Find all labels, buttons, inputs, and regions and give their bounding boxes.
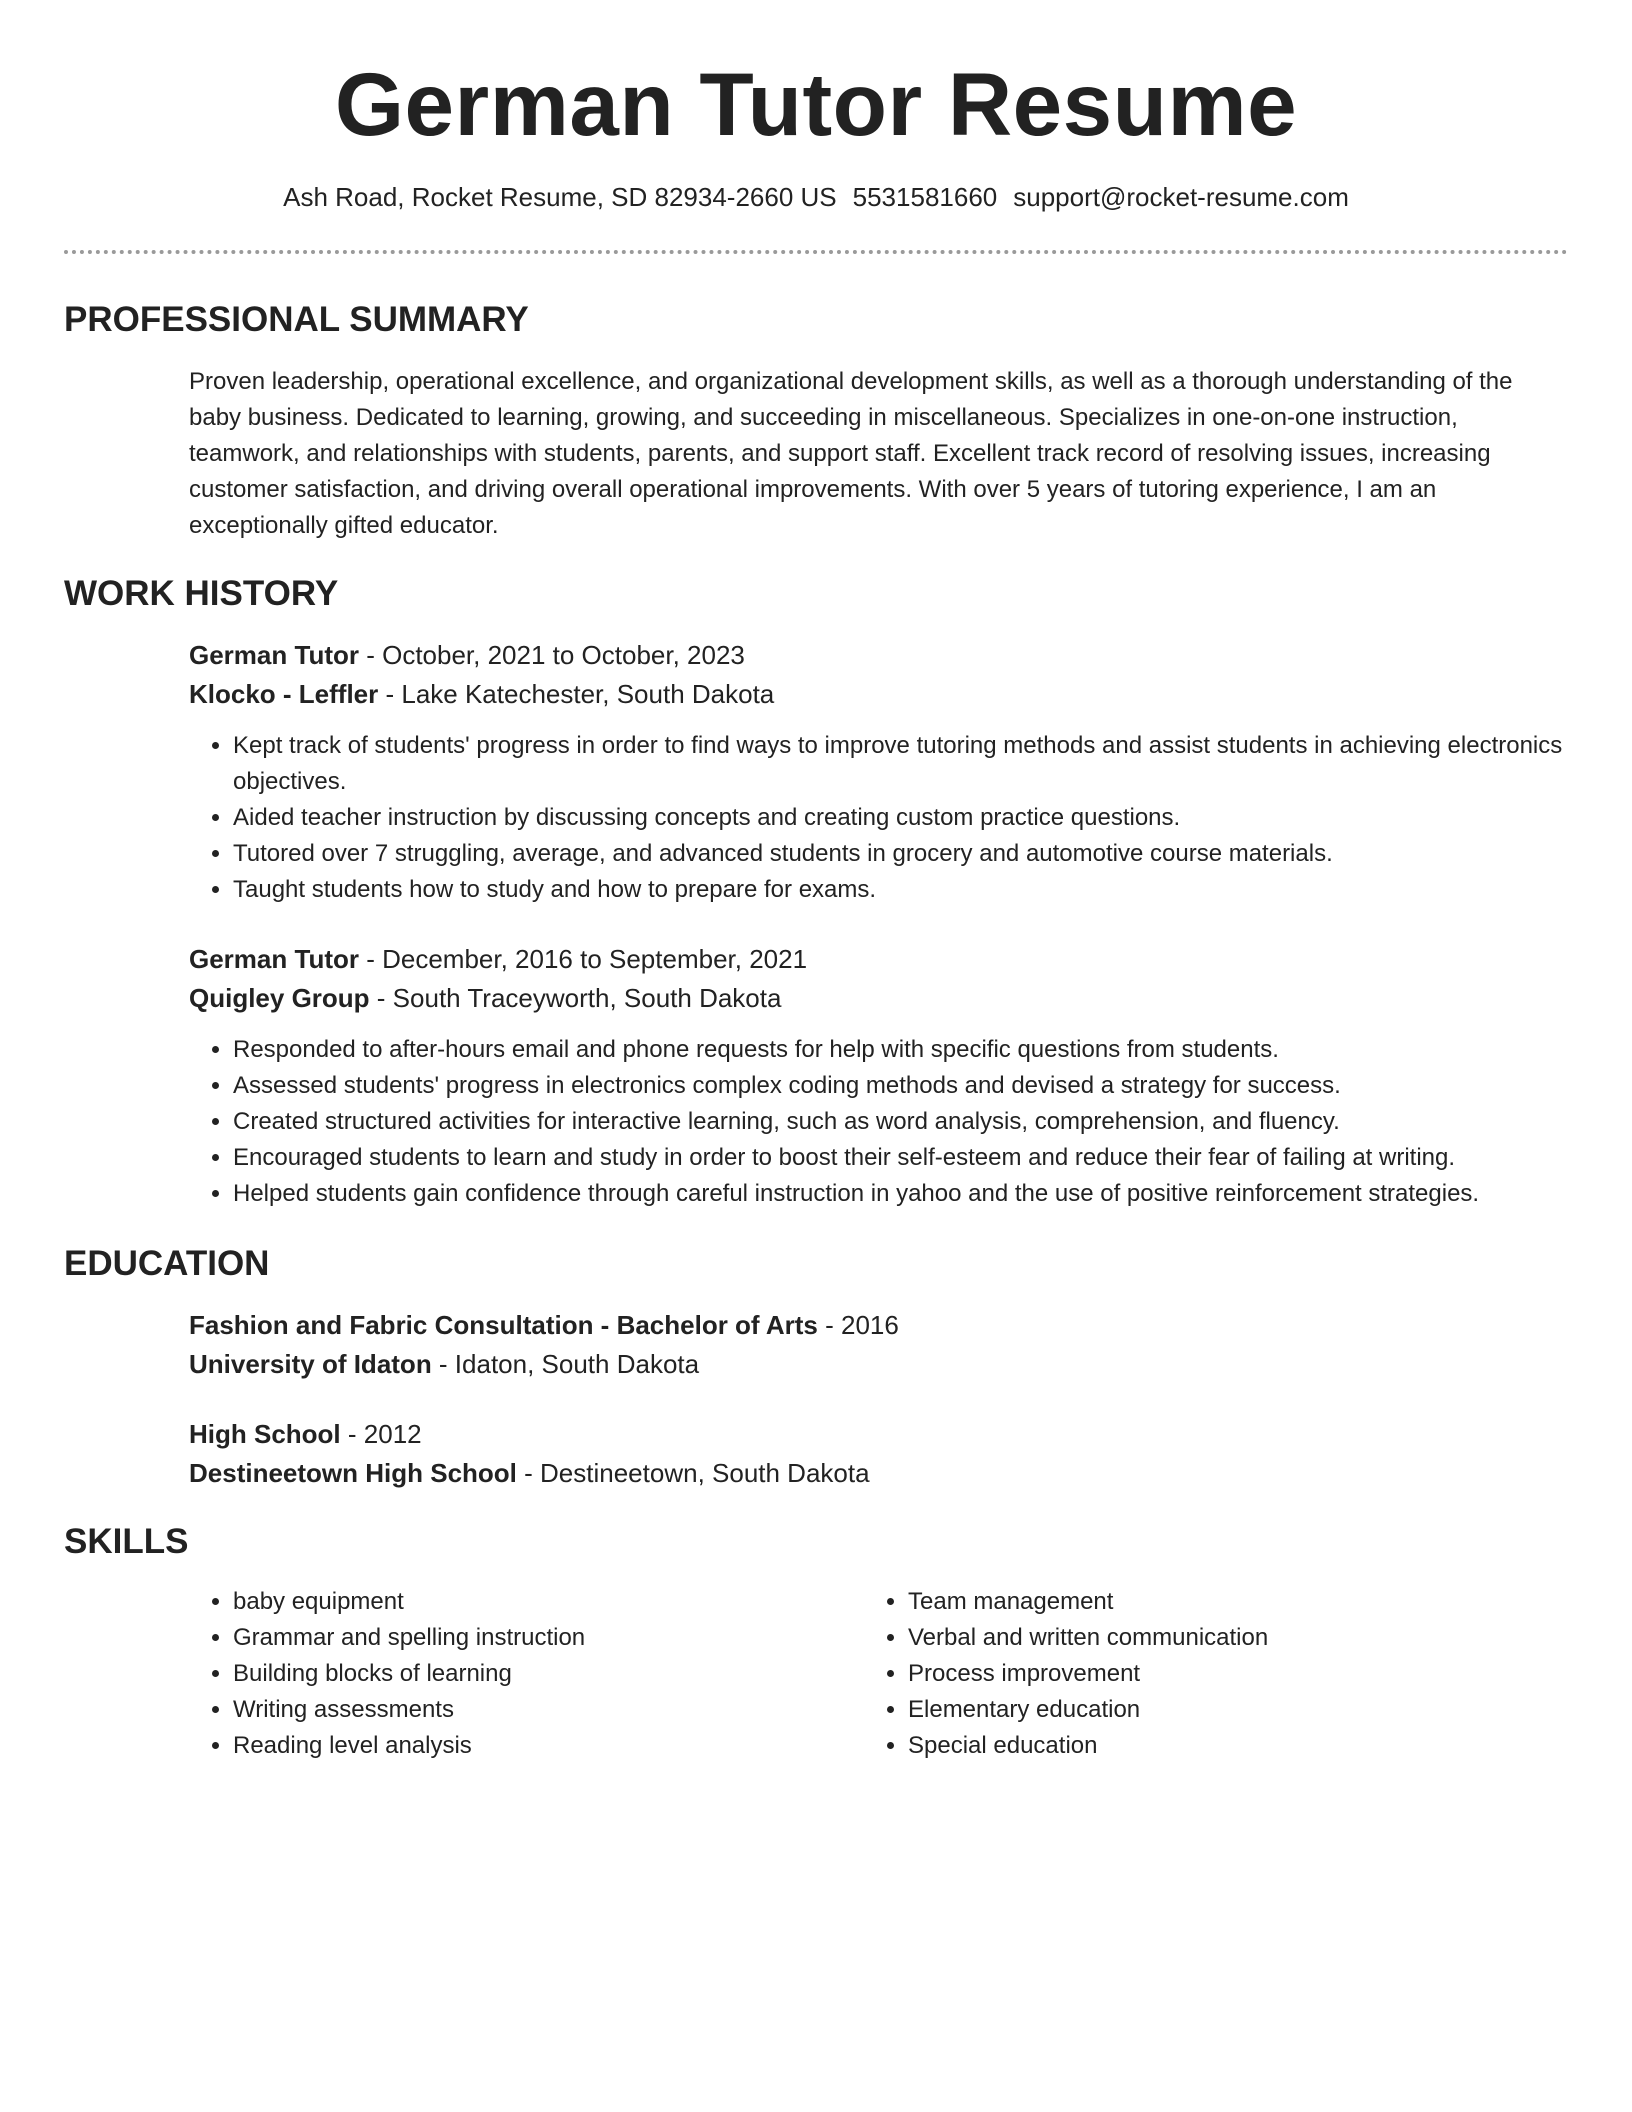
skills-column-right <box>864 1584 1504 1764</box>
summary-text: Proven leadership, operational excellence, and organizational development skills, as well as a thorough understanding of the baby business. Dedicated to learning, growing, and succeeding in miscellaneous. Specializes in one-on-one instruction, teamwork, and relationships with students, parents, and support staff. Excellent track record of resolving issues, increasing customer satisfaction, and driving overall operational improvements. With over 5 years of tutoring experience, I am an exceptionally gifted educator. <box>189 368 1513 539</box>
education-location: - Destineetown, South Dakota <box>516 1458 870 1488</box>
education-degree-line <box>189 1415 1569 1454</box>
job-title: German Tutor <box>189 640 359 670</box>
job-bullet: • Created structured activities for interactive learning, such as word analysis, comprehension, and fluency. <box>233 1104 1569 1140</box>
job-bullet: • Aided teacher instruction by discussing concepts and creating custom practice questions. <box>233 800 1569 836</box>
job-company-line <box>189 979 1569 1018</box>
contact-phone: 5531581660 <box>852 182 998 212</box>
education-degree-line <box>189 1306 1569 1345</box>
education-entry <box>189 1306 1569 1384</box>
job-bullet: • Tutored over 7 struggling, average, and advanced students in grocery and automotive course materials. <box>233 836 1569 872</box>
contact-line <box>0 180 1632 214</box>
job-entry <box>189 636 1569 908</box>
job-location: - South Traceyworth, South Dakota <box>369 983 782 1013</box>
resume-title: German Tutor Resume <box>334 54 1298 154</box>
education-school: University of Idaton <box>189 1349 432 1379</box>
skill-item: • Special education <box>908 1728 1504 1764</box>
job-title-line <box>189 636 1569 675</box>
job-company: Quigley Group <box>189 983 370 1013</box>
skill-item: • Team management <box>908 1584 1504 1620</box>
job-bullets <box>189 728 1569 908</box>
education-heading: EDUCATION <box>64 1244 270 1283</box>
skills-list <box>864 1584 1504 1764</box>
skill-item: • Reading level analysis <box>233 1728 829 1764</box>
skills-heading: SKILLS <box>64 1522 189 1561</box>
summary-heading: PROFESSIONAL SUMMARY <box>64 300 529 339</box>
job-bullet: • Encouraged students to learn and study in order to boost their self-esteem and reduce their fear of failing at writing. <box>233 1140 1569 1176</box>
skill-item: • Verbal and written communication <box>908 1620 1504 1656</box>
job-bullet: • Assessed students' progress in electronics complex coding methods and devised a strategy for success. <box>233 1068 1569 1104</box>
job-company-line <box>189 675 1569 714</box>
job-bullets <box>189 1032 1569 1212</box>
job-bullet: • Helped students gain confidence through careful instruction in yahoo and the use of positive reinforcement strategies. <box>233 1176 1569 1212</box>
job-location: - Lake Katechester, South Dakota <box>378 679 775 709</box>
education-year: - 2012 <box>340 1419 422 1449</box>
job-dates: - October, 2021 to October, 2023 <box>358 640 745 670</box>
education-school: Destineetown High School <box>189 1458 517 1488</box>
job-bullet: • Responded to after-hours email and phone requests for help with specific questions from students. <box>233 1032 1569 1068</box>
skill-item: • Building blocks of learning <box>233 1656 829 1692</box>
work-history-heading: WORK HISTORY <box>64 574 339 613</box>
education-degree: Fashion and Fabric Consultation - Bachelor of Arts <box>189 1310 818 1340</box>
skill-item: • baby equipment <box>233 1584 829 1620</box>
job-dates: - December, 2016 to September, 2021 <box>358 944 808 974</box>
contact-email: support@rocket-resume.com <box>1013 182 1349 212</box>
job-bullet: • Taught students how to study and how to prepare for exams. <box>233 872 1569 908</box>
job-company: Klocko - Leffler <box>189 679 379 709</box>
skills-list <box>189 1584 829 1764</box>
job-title: German Tutor <box>189 944 359 974</box>
contact-address: Ash Road, Rocket Resume, SD 82934-2660 US <box>283 182 837 212</box>
skill-item: • Elementary education <box>908 1692 1504 1728</box>
summary-block <box>189 364 1569 544</box>
job-bullet: • Kept track of students' progress in order to find ways to improve tutoring methods and assist students in achieving electronics objectives. <box>233 728 1569 800</box>
skill-item: • Grammar and spelling instruction <box>233 1620 829 1656</box>
header-divider <box>64 250 1568 254</box>
skills-column-left <box>189 1584 829 1764</box>
education-entry <box>189 1415 1569 1493</box>
education-degree: High School <box>189 1419 341 1449</box>
skill-item: • Writing assessments <box>233 1692 829 1728</box>
skill-item: • Process improvement <box>908 1656 1504 1692</box>
education-location: - Idaton, South Dakota <box>431 1349 700 1379</box>
job-entry <box>189 940 1569 1212</box>
education-school-line <box>189 1345 1569 1384</box>
education-year: - 2016 <box>817 1310 899 1340</box>
education-school-line <box>189 1454 1569 1493</box>
job-title-line <box>189 940 1569 979</box>
